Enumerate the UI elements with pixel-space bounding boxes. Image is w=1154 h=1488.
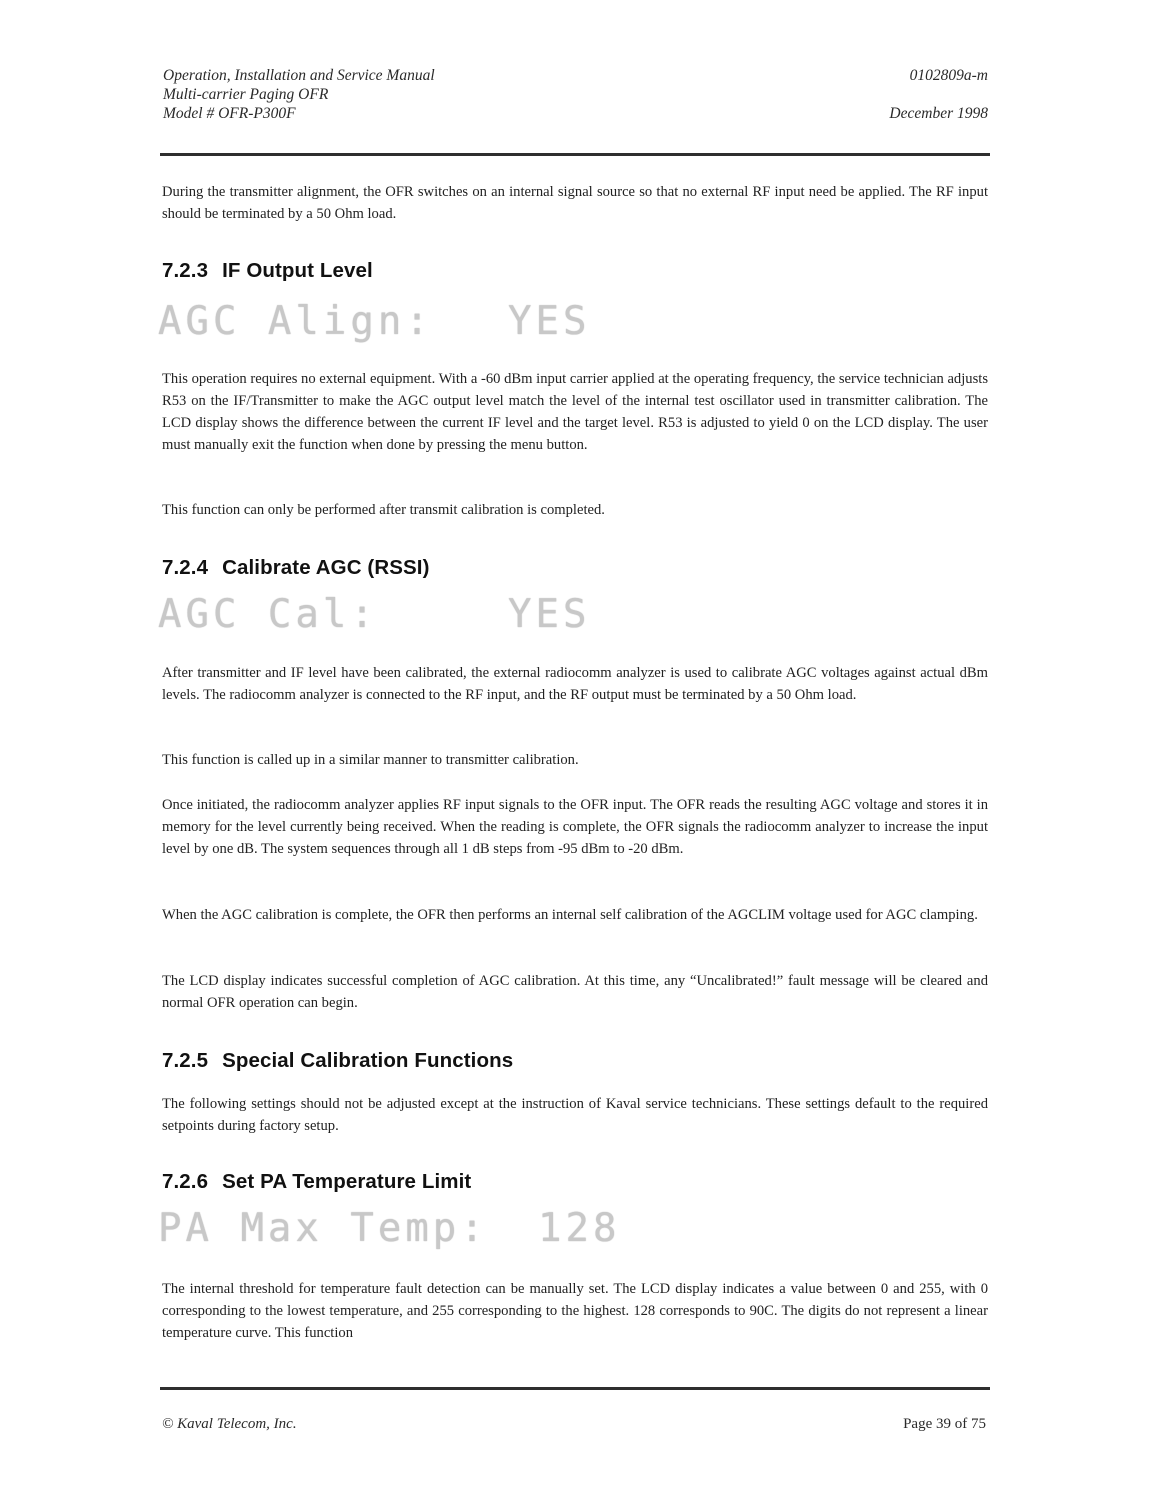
section-heading-7-2-6: [162, 1170, 471, 1194]
lcd-label: AGC Align:: [158, 299, 433, 344]
header-doc-number: 0102809a-m: [909, 67, 988, 84]
footer-copyright: © Kaval Telecom, Inc.: [162, 1416, 297, 1432]
lcd-display-pa-max-temp: [158, 1206, 628, 1251]
header-model: Model # OFR-P300F: [163, 105, 296, 122]
section-number: 7.2.3: [162, 259, 209, 282]
header-date: December 1998: [889, 105, 988, 122]
paragraph: The internal threshold for temperature fault detection can be manually set. The LCD display indicates a value between 0 and 255, with 0 corresponding to the lowest temperature, and 255 corresponding to the highest. 128 corresponds to 90C. The digits do not represent a linear temperature curve. This function: [162, 1281, 988, 1341]
section-heading-7-2-5: [162, 1049, 513, 1073]
footer-divider: [160, 1387, 990, 1390]
section-heading-7-2-3: [162, 259, 373, 283]
lcd-label: AGC Cal:: [158, 592, 378, 637]
section-heading-7-2-4: [162, 556, 430, 580]
paragraph: The LCD display indicates successful completion of AGC calibration. At this time, any “Uncalibrated!” fault message will be cleared and normal OFR operation can begin.: [162, 973, 988, 1011]
lcd-value: YES: [508, 299, 591, 344]
lcd-display-agc-align: [158, 299, 608, 344]
section-number: 7.2.6: [162, 1170, 209, 1193]
header-divider: [160, 153, 990, 156]
intro-paragraph: During the transmitter alignment, the OFR switches on an internal signal source so that no external RF input need be applied. The RF input should be terminated by a 50 Ohm load.: [162, 184, 988, 222]
section-title: Set PA Temperature Limit: [222, 1170, 472, 1193]
section-title: Calibrate AGC (RSSI): [222, 556, 430, 579]
header-right: [889, 66, 988, 123]
lcd-value: YES: [508, 592, 591, 637]
lcd-value: 128: [538, 1206, 621, 1251]
footer-page-number: Page 39 of 75: [903, 1416, 986, 1432]
lcd-label: PA Max Temp:: [158, 1206, 488, 1251]
header-product: Multi-carrier Paging OFR: [163, 86, 329, 103]
header-left: [163, 66, 435, 123]
section-number: 7.2.4: [162, 556, 209, 579]
section-title: IF Output Level: [222, 259, 373, 282]
paragraph: This function is called up in a similar manner to transmitter calibration.: [162, 752, 579, 768]
paragraph: This operation requires no external equipment. With a -60 dBm input carrier applied at the operating frequency, the service technician adjusts R53 on the IF/Transmitter to make the AGC output level match the level of the internal test oscillator used in transmitter calibration. The LCD display shows the difference between the current IF level and the target level. R53 is adjusted to yield 0 on the LCD display. The user must manually exit the function when done by pressing the menu button.: [162, 371, 988, 453]
section-title: Special Calibration Functions: [222, 1049, 514, 1072]
lcd-display-agc-cal: [158, 592, 608, 637]
section-number: 7.2.5: [162, 1049, 209, 1072]
paragraph: This function can only be performed after transmit calibration is completed.: [162, 502, 605, 518]
header-manual-title: Operation, Installation and Service Manual: [163, 67, 435, 84]
paragraph: When the AGC calibration is complete, the OFR then performs an internal self calibration of the AGCLIM voltage used for AGC clamping.: [162, 907, 978, 923]
paragraph: The following settings should not be adjusted except at the instruction of Kaval service technicians. These settings default to the required setpoints during factory setup.: [162, 1096, 988, 1134]
paragraph: After transmitter and IF level have been calibrated, the external radiocomm analyzer is used to calibrate AGC voltages against actual dBm levels. The radiocomm analyzer is connected to the RF input, and the RF output must be terminated by a 50 Ohm load.: [162, 665, 988, 703]
paragraph: Once initiated, the radiocomm analyzer applies RF input signals to the OFR input. The OFR reads the resulting AGC voltage and stores it in memory for the level currently being received. When the reading is complete, the OFR signals the radiocomm analyzer to increase the input level by one dB. The system sequences through all 1 dB steps from -95 dBm to -20 dBm.: [162, 797, 988, 857]
